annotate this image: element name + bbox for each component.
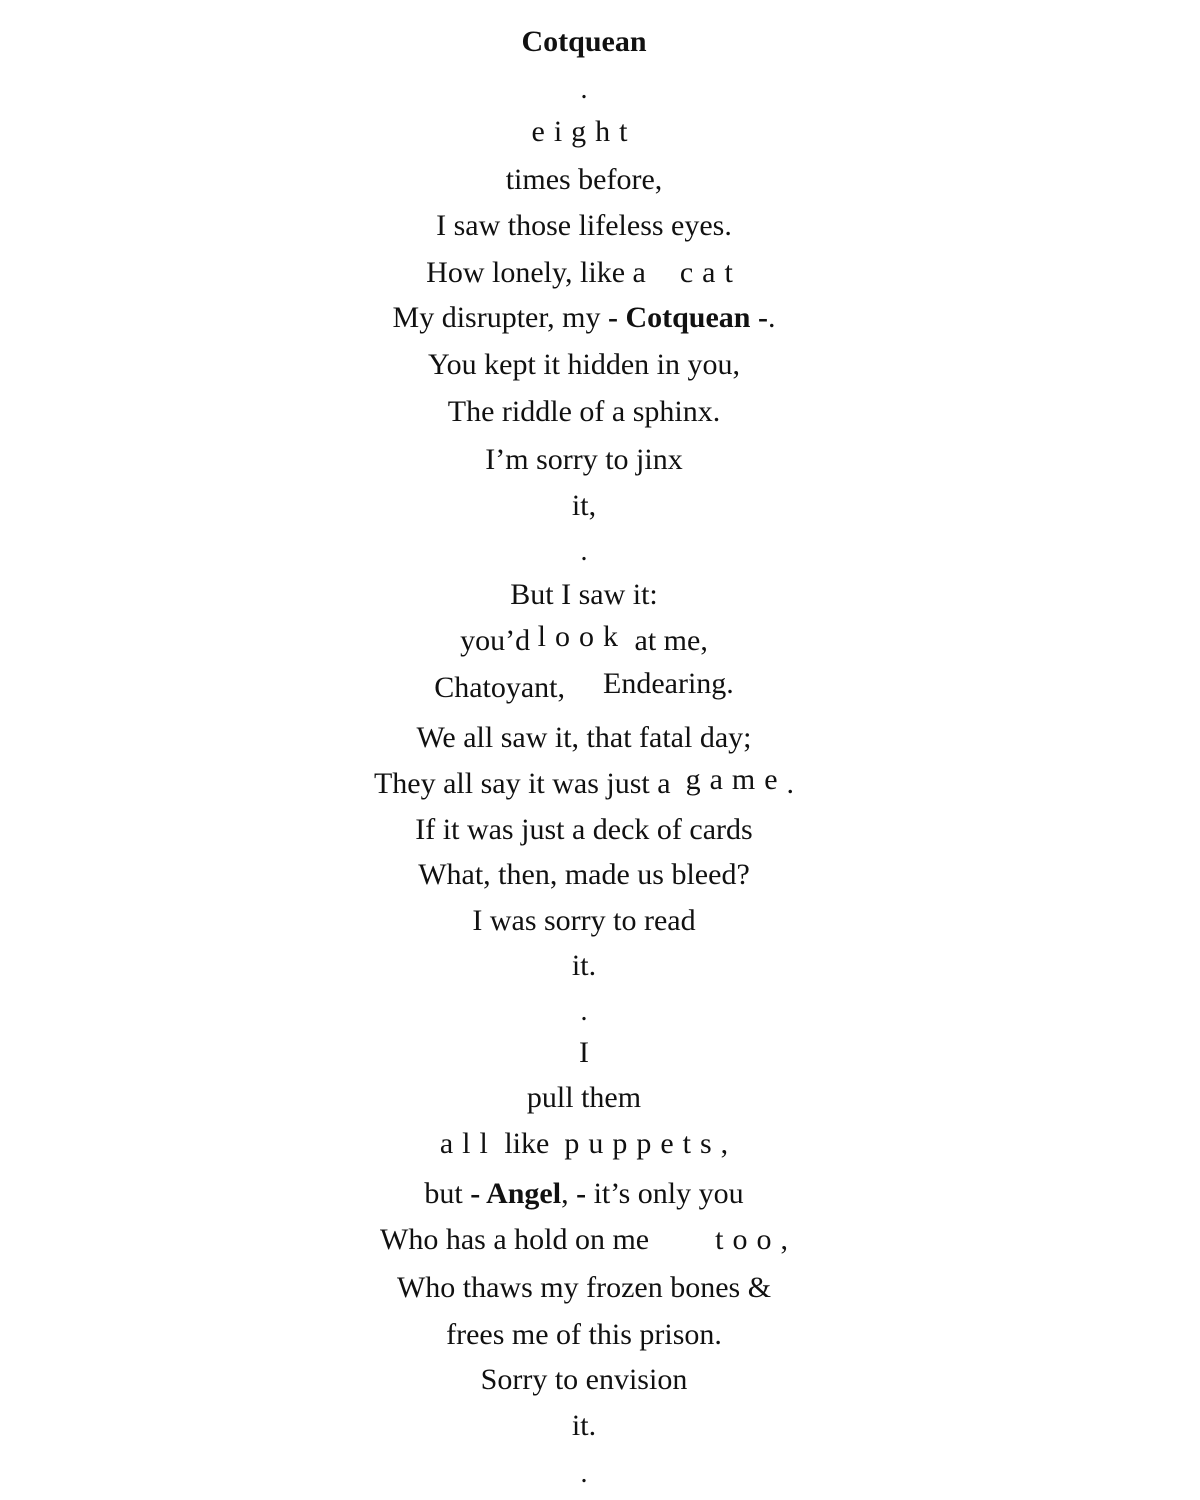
poem-line: it,: [571, 489, 597, 522]
cotquean-emphasis: - Cotquean -: [607, 301, 768, 334]
poem-line: you’d look at me,: [460, 620, 708, 657]
poem-line: all like puppets,: [439, 1127, 729, 1160]
poem-line: Chatoyant, Endearing.: [434, 667, 734, 704]
stanza-divider: .: [580, 74, 588, 105]
poem-line: But I saw it:: [510, 578, 658, 611]
poem-line: What, then, made us bleed?: [418, 858, 750, 891]
poem-line: Sorry to envision: [480, 1363, 688, 1396]
poem-line: They all say it was just a game.: [373, 763, 795, 800]
stanza-divider: .: [580, 996, 588, 1027]
stanza-divider: .: [580, 536, 588, 567]
poem-line: it.: [571, 949, 597, 982]
poem-line: but - Angel, - it’s only you: [424, 1177, 744, 1210]
poem-line: I’m sorry to jinx: [485, 443, 683, 476]
poem-line: frees me of this prison.: [446, 1318, 722, 1351]
poem-line: Who thaws my frozen bones &: [396, 1271, 772, 1304]
poem-line: How lonely, like a cat: [426, 256, 742, 289]
poem-line: Who has a hold on me too,: [380, 1223, 788, 1256]
poem-line: We all saw it, that fatal day;: [416, 721, 752, 754]
poem-line: The riddle of a sphinx.: [447, 395, 721, 428]
poem-line: I: [579, 1036, 589, 1069]
poem-line: If it was just a deck of cards: [415, 813, 753, 846]
stanza-divider: .: [580, 1458, 588, 1489]
poem-line: eight: [531, 115, 637, 148]
poem-line: I was sorry to read: [472, 904, 696, 937]
angel-emphasis: Angel: [486, 1177, 562, 1210]
poem-title: Cotquean: [521, 25, 647, 58]
poem-line: I saw those lifeless eyes.: [436, 209, 732, 242]
poem-line: pull them: [526, 1081, 642, 1114]
poem-line: times before,: [505, 163, 663, 196]
poem-line: it.: [571, 1409, 597, 1442]
poem-line: You kept it hidden in you,: [428, 348, 740, 381]
poem-line: My disrupter, my - Cotquean -.: [392, 301, 776, 334]
